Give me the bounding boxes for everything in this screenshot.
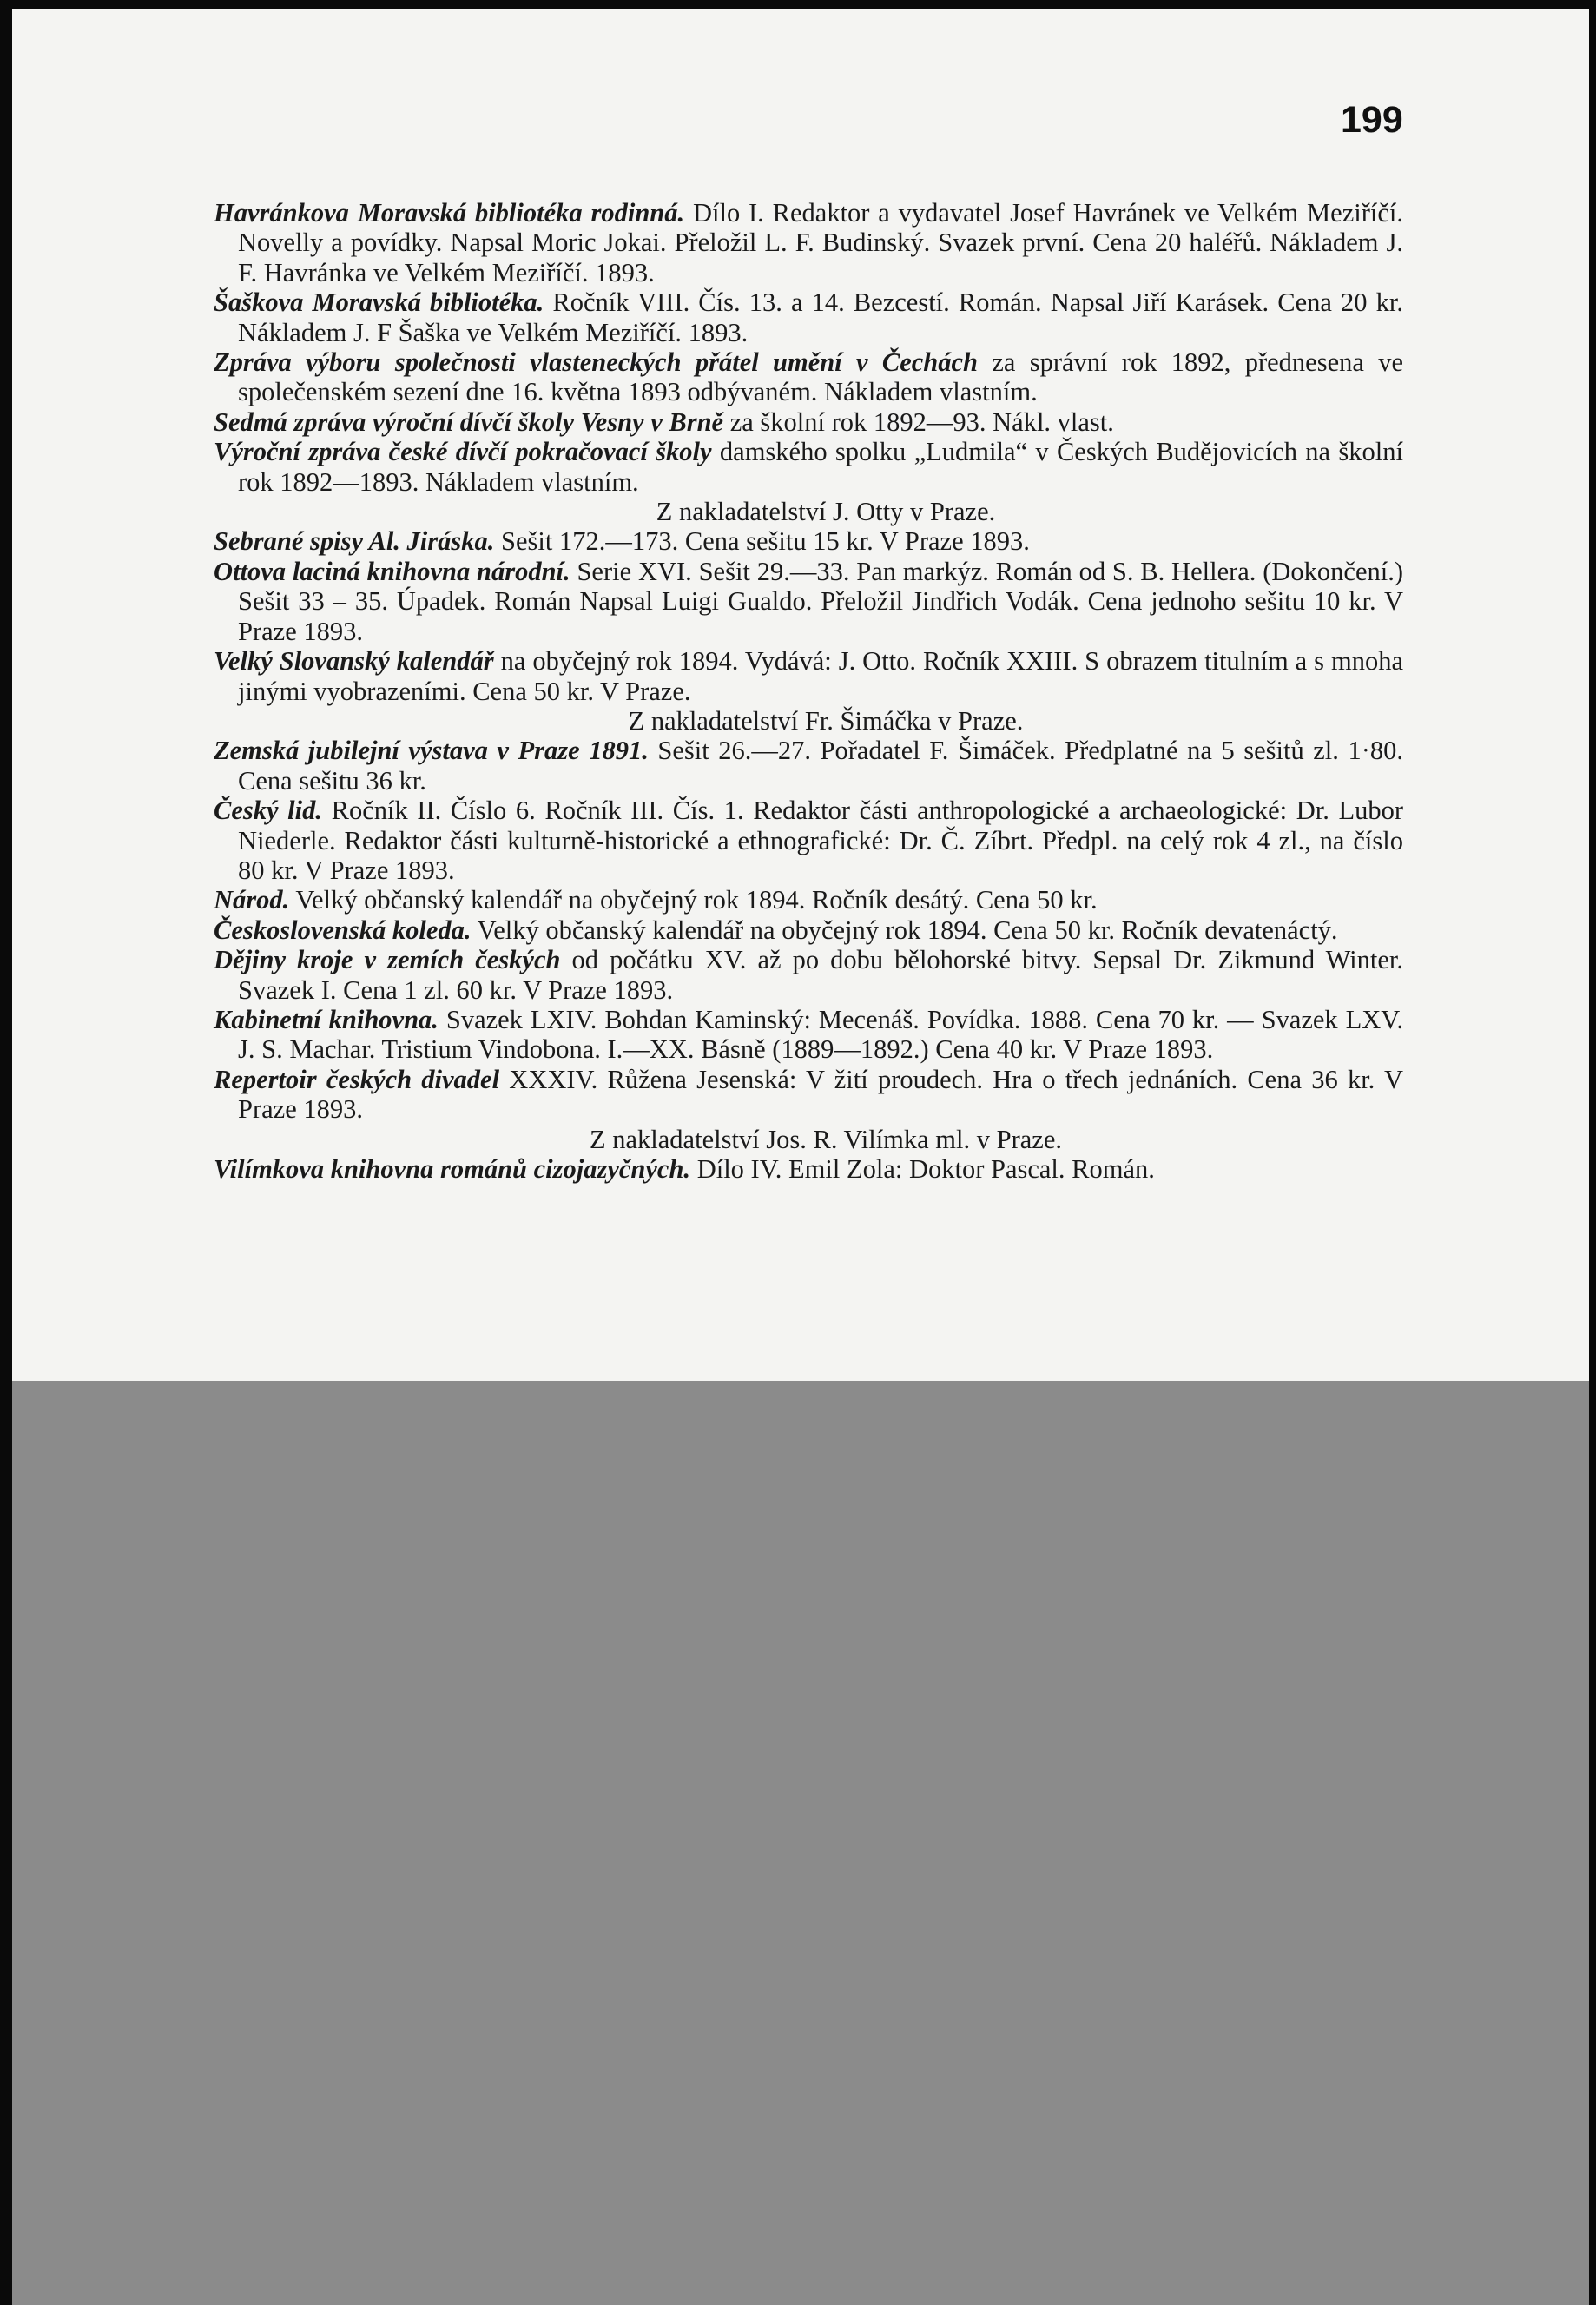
bibliography-text	[214, 198, 1403, 1184]
bibliography-entry	[214, 1065, 1403, 1125]
entry-title: Vilímkova knihovna románů cizojazyčných.	[214, 1154, 691, 1184]
bibliography-entry	[214, 407, 1403, 437]
publisher-heading: Z nakladatelství Fr. Šimáčka v Praze.	[628, 705, 1024, 736]
bibliography-entry	[214, 437, 1403, 497]
entry-body: XXXIV. Růžena Jesenská: V žití proudech. Hra o třech jednáních. Cena 36 kr. V Praze 1893.	[238, 1064, 1404, 1125]
entry-title: Výroční zpráva české dívčí pokračovací školy	[214, 437, 712, 467]
entry-body: Dílo IV. Emil Zola: Doktor Pascal. Román.	[690, 1154, 1155, 1184]
page-number: 199	[1341, 99, 1403, 141]
entry-title: Československá koleda.	[214, 915, 472, 945]
entry-title: Zpráva výboru společnosti vlasteneckých přátel umění v Čechách	[214, 347, 978, 378]
entry-title: Havránkova Moravská bibliotéka rodinná.	[214, 198, 685, 228]
entry-title: Sedmá zpráva výroční dívčí školy Vesny v Brně	[214, 406, 724, 437]
bibliography-entry	[214, 796, 1403, 885]
entry-body: Serie XVI. Sešit 29.—33. Pan markýz. Román od S. B. Hellera. (Dokončení.) Sešit 33 – 35. Úpadek. Román Napsal Luigi Gualdo. Přeložil Jindřich Vodák. Cena jednoho sešitu 10 kr. V Praze 1893.	[238, 556, 1403, 646]
bibliography-entry	[214, 945, 1403, 1005]
document-page	[12, 9, 1589, 1381]
entry-body: od počátku XV. až po dobu bělohorské bitvy. Sepsal Dr. Zikmund Winter. Svazek I. Cena 1 zl. 60 kr. V Praze 1893.	[238, 945, 1404, 1005]
entry-body: Svazek LXIV. Bohdan Kaminský: Mecenáš. Povídka. 1888. Cena 70 kr. — Svazek LXV. J. S. Machar. Tristium Vindobona. I.—XX. Básně (1889—1892.) Cena 40 kr. V Praze 1893.	[238, 1004, 1403, 1065]
entry-body: za správní rok 1892, přednesena ve společenském sezení dne 16. května 1893 odbývaném. Nákladem vlastním.	[238, 347, 1403, 407]
entry-body: Dílo I. Redaktor a vydavatel Josef Havránek ve Velkém Meziříčí. Novelly a povídky. Napsal Moric Jokai. Přeložil L. F. Budinský. Svazek první. Cena 20 haléřů. Nákladem J. F. Havránka ve Velkém Meziříčí. 1893.	[238, 198, 1403, 287]
entry-title: Zemská jubilejní výstava v Praze 1891.	[214, 736, 649, 766]
entry-title: Národ.	[214, 885, 290, 915]
entry-title: Dějiny kroje v zemích českých	[214, 945, 561, 975]
bibliography-entry	[214, 1154, 1403, 1184]
bibliography-entry	[214, 557, 1403, 646]
bibliography-entry	[214, 1005, 1403, 1065]
bibliography-entry	[214, 915, 1403, 945]
publisher-heading: Z nakladatelství Jos. R. Vilímka ml. v Praze.	[590, 1124, 1062, 1154]
entry-body: Ročník VIII. Čís. 13. a 14. Bezcestí. Román. Napsal Jiří Karásek. Cena 20 kr. Nákladem J. F Šaška ve Velkém Meziříčí. 1893.	[238, 287, 1403, 347]
publisher-heading: Z nakladatelství J. Otty v Praze.	[656, 497, 996, 527]
entry-body: Velký občanský kalendář na obyčejný rok 1894. Cena 50 kr. Ročník devatenáctý.	[471, 915, 1338, 945]
bibliography-entry	[214, 347, 1403, 407]
blank-lower-area	[12, 1381, 1589, 2305]
bibliography-entry	[214, 526, 1403, 556]
entry-title: Šaškova Moravská bibliotéka.	[214, 287, 544, 318]
entry-body: Velký občanský kalendář na obyčejný rok 1894. Ročník desátý. Cena 50 kr.	[289, 885, 1098, 915]
bibliography-entry	[214, 736, 1403, 796]
entry-title: Repertoir českých divadel	[214, 1064, 500, 1094]
entry-title: Ottova laciná knihovna národní.	[214, 556, 570, 586]
entry-body: za školní rok 1892—93. Nákl. vlast.	[723, 406, 1114, 437]
bibliography-entry	[214, 646, 1403, 706]
entry-title: Sebrané spisy Al. Jiráska.	[214, 526, 495, 557]
entry-title: Velký Slovanský kalendář	[214, 646, 494, 677]
entry-body: na obyčejný rok 1894. Vydává: J. Otto. Ročník XXIII. S obrazem titulním a s mnoha jinými vyobrazeními. Cena 50 kr. V Praze.	[238, 646, 1403, 706]
entry-body: Sešit 172.—173. Cena sešitu 15 kr. V Praze 1893.	[494, 526, 1030, 557]
bibliography-entry	[214, 287, 1403, 347]
entry-body: damského spolku „Ludmila“ v Českých Budějovicích na školní rok 1892—1893. Nákladem vlastním.	[238, 437, 1403, 497]
entry-body: Sešit 26.—27. Pořadatel F. Šimáček. Předplatné na 5 sešitů zl. 1·80. Cena sešitu 36 kr.	[238, 736, 1403, 796]
bibliography-entry	[214, 198, 1403, 287]
entry-body: Ročník II. Číslo 6. Ročník III. Čís. 1. Redaktor části anthropologické a archaeologické: Dr. Lubor Niederle. Redaktor části kulturně-historické a ethnografické: Dr. Č. Zíbrt. Předpl. na celý rok 4 zl., na číslo 80 kr. V Praze 1893.	[238, 796, 1403, 885]
bibliography-entry	[214, 885, 1403, 915]
entry-title: Kabinetní knihovna.	[214, 1004, 439, 1034]
entry-title: Český lid.	[214, 796, 322, 826]
